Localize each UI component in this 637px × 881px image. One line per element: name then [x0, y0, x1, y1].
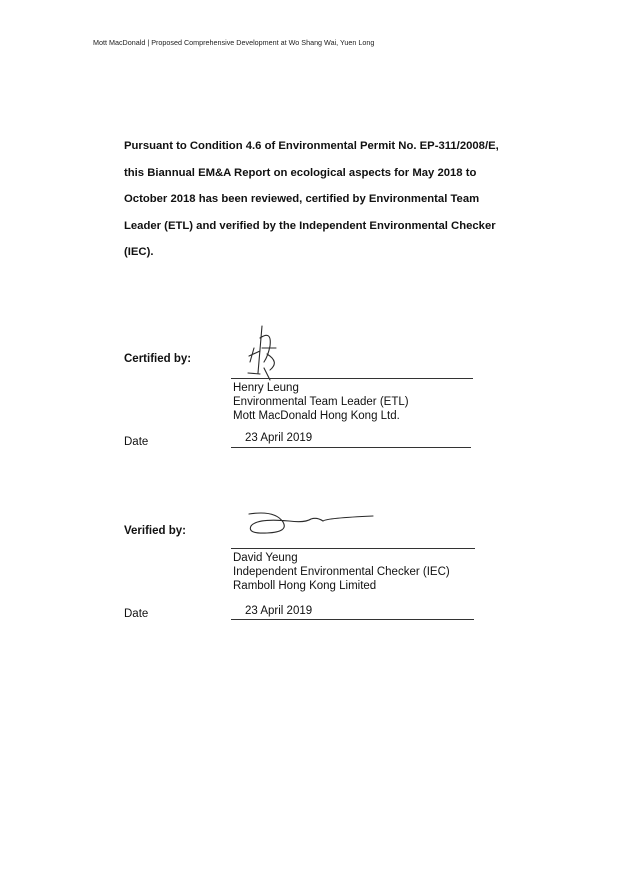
- statement-line: October 2018 has been reviewed, certified by Environmental Team: [124, 193, 480, 205]
- statement-line: Leader (ETL) and verified by the Independent Environmental Checker: [124, 219, 496, 232]
- iec-signature: [245, 508, 380, 536]
- signature-line: [231, 548, 475, 549]
- certifier-name: Henry Leung: [233, 382, 299, 394]
- certifier-title: Environmental Team Leader (ETL): [233, 396, 409, 409]
- verifier-company: Ramboll Hong Kong Limited: [233, 580, 377, 593]
- verifier-details: [233, 551, 450, 594]
- certified-by-label: Certified by:: [124, 353, 192, 365]
- verified-date: 23 April 2019: [245, 605, 313, 617]
- certification-statement: [124, 133, 544, 266]
- date-line: [231, 447, 471, 448]
- certified-date-label: Date: [124, 436, 149, 448]
- statement-line: this Biannual EM&A Report on ecological aspects for May 2018 to: [124, 166, 477, 179]
- statement-line: Pursuant to Condition 4.6 of Environmental Permit No. EP-311/2008/E,: [124, 140, 499, 152]
- statement-line: (IEC).: [124, 246, 154, 258]
- certifier-company: Mott MacDonald Hong Kong Ltd.: [233, 410, 400, 423]
- signature-line: [231, 378, 473, 379]
- certifier-details: [233, 381, 409, 424]
- page-header: Mott MacDonald | Proposed Comprehensive Development at Wo Shang Wai, Yuen Long: [93, 38, 375, 47]
- verified-date-label: Date: [124, 608, 149, 620]
- date-line: [231, 619, 474, 620]
- verified-by-label: Verified by:: [124, 525, 186, 537]
- verifier-name: David Yeung: [233, 552, 298, 564]
- verifier-title: Independent Environmental Checker (IEC): [233, 566, 450, 579]
- certified-date: 23 April 2019: [245, 432, 313, 444]
